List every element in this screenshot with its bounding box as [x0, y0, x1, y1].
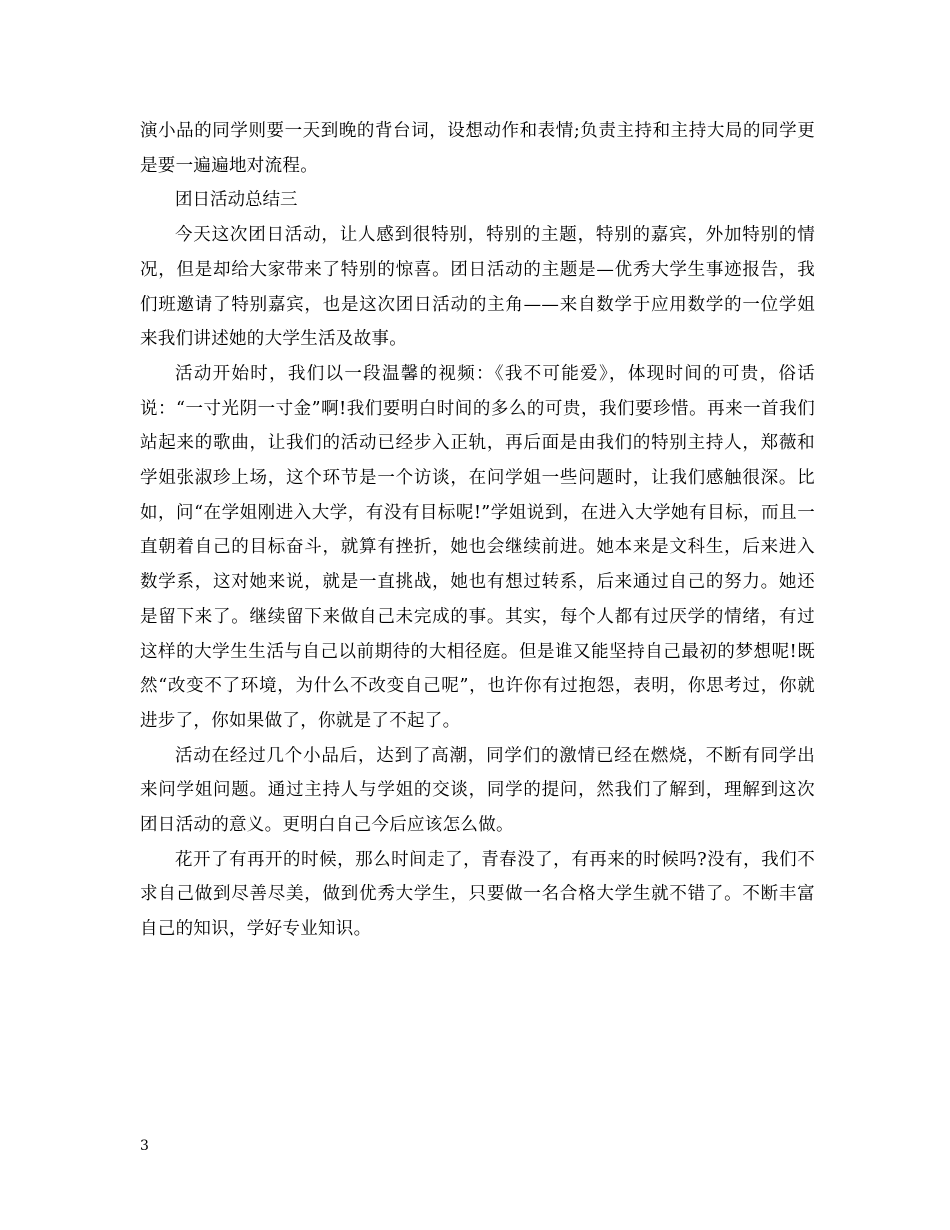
paragraph-intro: 今天这次团日活动，让人感到很特别，特别的主题，特别的嘉宾，外加特别的情况，但是却给大家带来了特别的惊喜。团日活动的主题是—优秀大学生事迹报告，我们班邀请了特别嘉宾，也是这次团日活动的主角——来自数学于应用数学的一位学姐来我们讲述她的大学生活及故事。 [140, 225, 815, 350]
paragraph-conclusion: 花开了有再开的时候，那么时间走了，青春没了，有再来的时候吗?没有，我们不求自己做到尽善尽美，做到优秀大学生，只要做一名合格大学生就不错了。不断丰富自己的知识，学好专业知识。 [140, 849, 815, 940]
paragraph-climax: 活动在经过几个小品后，达到了高潮，同学们的激情已经在燃烧，不断有同学出来问学姐问题。通过主持人与学姐的交谈，同学的提问，然我们了解到，理解到这次团日活动的意义。更明白自己今后应该怎么做。 [140, 745, 815, 836]
document-body [140, 114, 815, 947]
section-heading: 团日活动总结三 [175, 190, 298, 211]
page-number: 3 [140, 1138, 149, 1154]
paragraph-activity-start: 活动开始时，我们以一段温馨的视频：《我不可能爱》，体现时间的可贵，俗话说：“一寸光阴一寸金”啊!我们要明白时间的多么的可贵，我们要珍惜。再来一首我们站起来的歌曲，让我们的活动已经步入正轨，再后面是由我们的特别主持人，郑薇和学姐张淑珍上场，这个环节是一个访谈，在问学姐一些问题时，让我们感触很深。比如，问“在学姐刚进入大学，有没有目标呢!”学姐说到，在进入大学她有目标，而且一直朝着自己的目标奋斗，就算有挫折，她也会继续前进。她本来是文科生，后来进入数学系，这对她来说，就是一直挑战，她也有想过转系，后来通过自己的努力。她还是留下来了。继续留下来做自己未完成的事。其实，每个人都有过厌学的情绪，有过这样的大学生生活与自己以前期待的大相径庭。但是谁又能坚持自己最初的梦想呢!既然“改变不了环境，为什么不改变自己呢”，也许你有过抱怨，表明，你思考过，你就进步了，你如果做了，你就是了不起了。 [140, 363, 815, 731]
paragraph-continuation: 演小品的同学则要一天到晚的背台词，设想动作和表情;负责主持和主持大局的同学更是要一遍遍地对流程。 [140, 121, 815, 176]
